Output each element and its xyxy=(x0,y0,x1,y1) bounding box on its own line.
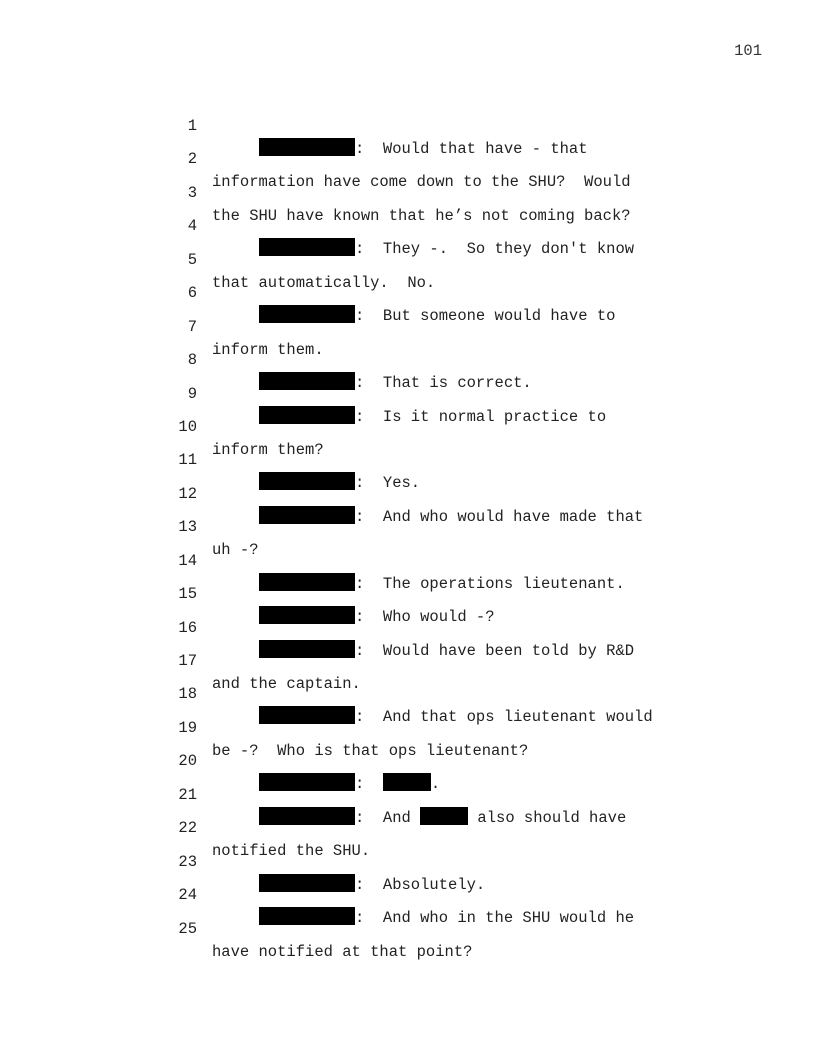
line-number: 7 xyxy=(187,317,197,336)
transcript-line xyxy=(170,861,730,928)
line-number: 18 xyxy=(178,685,197,704)
transcript-line xyxy=(170,627,730,693)
line-text: have notified at that point? xyxy=(212,942,473,961)
transcript-line xyxy=(170,226,730,292)
line-number: 13 xyxy=(178,518,197,537)
line-number: 22 xyxy=(178,819,197,838)
transcript-line xyxy=(170,895,730,961)
line-number: 24 xyxy=(178,886,197,905)
transcript-line xyxy=(170,460,730,526)
transcript-line xyxy=(170,92,730,158)
line-number: 10 xyxy=(178,417,197,436)
line-text: also should have xyxy=(468,808,627,827)
line-text: : Is it normal practice to xyxy=(355,407,607,426)
line-number: 23 xyxy=(178,852,197,871)
line-number: 11 xyxy=(178,451,197,470)
line-text: . xyxy=(430,775,441,794)
line-text: : And xyxy=(355,808,421,827)
line-number: 15 xyxy=(178,585,197,604)
line-number: 17 xyxy=(178,652,197,670)
transcript-line xyxy=(170,360,730,426)
transcript-line xyxy=(170,493,730,560)
line-text: : And who would have made that xyxy=(355,507,644,526)
line-number: 20 xyxy=(178,752,197,771)
line-text: : Yes. xyxy=(355,474,421,493)
transcript-line xyxy=(170,560,730,627)
transcript-line xyxy=(170,727,730,794)
transcript-line xyxy=(170,660,730,727)
line-text: : And who in the SHU would he xyxy=(355,909,635,928)
line-number: 2 xyxy=(187,150,197,169)
line-text: inform them. xyxy=(212,340,324,359)
line-text: : And that ops lieutenant would xyxy=(355,708,653,727)
line-number: 16 xyxy=(178,618,197,637)
line-text: the SHU have known that he’s not coming back? xyxy=(212,206,631,225)
line-number: 19 xyxy=(178,718,197,737)
transcript-line xyxy=(170,828,730,894)
line-number: 1 xyxy=(187,117,197,135)
transcript-line xyxy=(170,192,730,259)
line-number: 6 xyxy=(187,284,197,303)
line-text: : Would that have - that xyxy=(355,140,588,158)
line-text: : The operations lieutenant. xyxy=(355,574,625,593)
transcript-line xyxy=(170,426,730,493)
transcript-line xyxy=(170,527,730,593)
line-text: notified the SHU. xyxy=(212,842,371,861)
line-number: 3 xyxy=(187,183,197,202)
line-text: : xyxy=(355,775,383,794)
transcript-line xyxy=(170,125,730,192)
line-number: 4 xyxy=(187,217,197,236)
line-text: be -? Who is that ops lieutenant? xyxy=(212,741,529,760)
transcript-line xyxy=(170,159,730,225)
line-number: 5 xyxy=(187,250,197,269)
line-text: : Who would -? xyxy=(355,608,495,627)
page-number: 101 xyxy=(734,42,762,60)
transcript-line xyxy=(170,393,730,459)
transcript-line xyxy=(170,326,730,393)
line-text: : They -. So they don't know xyxy=(355,240,635,259)
line-text: : Absolutely. xyxy=(355,875,486,894)
line-number: 9 xyxy=(187,384,197,403)
transcript-line xyxy=(170,293,730,359)
transcript-line xyxy=(170,794,730,861)
line-text: information have come down to the SHU? Would xyxy=(212,173,631,192)
line-number: 8 xyxy=(187,351,197,370)
transcript-body xyxy=(170,92,730,961)
line-text: that automatically. No. xyxy=(212,273,436,292)
line-text: : Would have been told by R&D xyxy=(355,641,635,660)
line-text: : But someone would have to xyxy=(355,307,616,326)
transcript-line xyxy=(170,594,730,660)
line-text: uh -? xyxy=(212,541,259,560)
line-number: 12 xyxy=(178,484,197,503)
line-number: 21 xyxy=(178,785,197,804)
line-text: : That is correct. xyxy=(355,374,532,393)
transcript-line xyxy=(170,761,730,827)
line-text: and the captain. xyxy=(212,675,361,693)
line-text: inform them? xyxy=(212,440,324,459)
transcript-line xyxy=(170,694,730,760)
transcript-line xyxy=(170,259,730,326)
line-number: 25 xyxy=(178,919,197,938)
line-number: 14 xyxy=(178,551,197,570)
